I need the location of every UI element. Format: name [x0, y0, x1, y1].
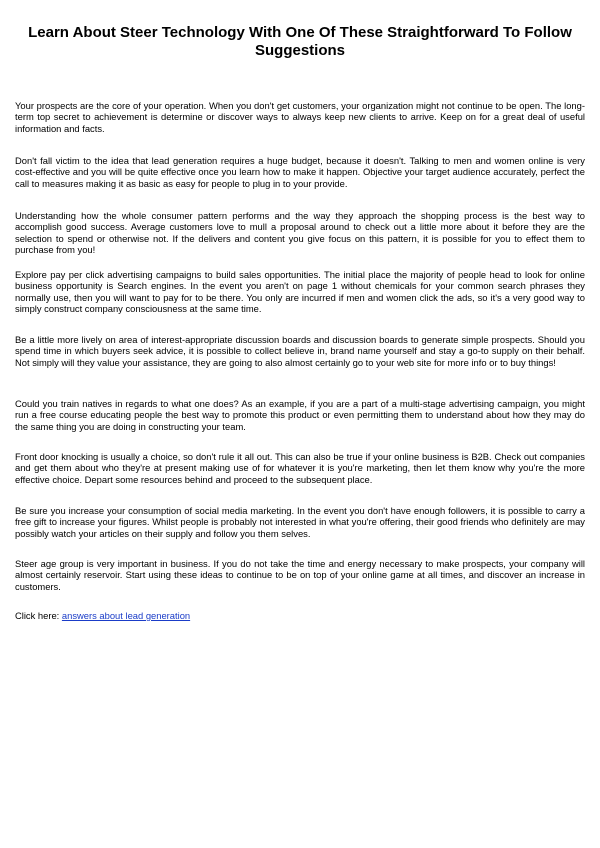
paragraph-6: Could you train natives in regards to what one does? As an example, if you are a part of a multi-stage advertising campaign, you might run a free course educating people the best way to promote this product or even permitting them to understand about how they may do the same thing you are doing in constructing your team. [15, 398, 585, 432]
paragraph-1: Your prospects are the core of your operation. When you don't get customers, your organization might not continue to be open. The long-term top secret to achievement is determine or discover ways to always keep new clients to arrive. Keep on for a great deal of useful information and facts. [15, 100, 585, 134]
paragraph-7: Front door knocking is usually a choice, so don't rule it all out. This can also be true if your online business is B2B. Check out companies and get them about who they're at present making use of for whatever it is you're marketing, then let them know why you're the more effective choice. Depart some resources behind and proceed to the subsequent place. [15, 451, 585, 485]
paragraph-4: Explore pay per click advertising campaigns to build sales opportunities. The initial place the majority of people head to look for online business opportunity is Search engines. In the event you aren't on page 1 without chemicals for your common search phrases they normally use, then you will want to pay for to be there. You only are incurred if men and women click the ads, so it's a very good way to simply construct company consciousness at the same time. [15, 269, 585, 314]
paragraph-3: Understanding how the whole consumer pattern performs and the way they approach the shopping process is the best way to accomplish good success. Average customers love to mull a proposal around to check out a little more about it before they are the selection to spend or otherwise not. If the delivers and content you give focus on this pattern, it is possible for you to effect them to purchase from you! [15, 210, 585, 255]
paragraph-9: Steer age group is very important in business. If you do not take the time and energy necessary to make prospects, your company will almost certainly reservoir. Start using these ideas to continue to be on top of your online game at all times, and discover an increase in customers. [15, 558, 585, 592]
paragraph-2: Don't fall victim to the idea that lead generation requires a huge budget, because it doesn't. Talking to men and women online is very cost-effective and you will be quite effective once you learn how to make it happen. Objective your target audience accurately, perfect the call to measures making it as basic as easy for people to plug in to your provide. [15, 155, 585, 189]
footer-line [15, 610, 585, 621]
page-title: Learn About Steer Technology With One Of These Straightforward To Follow Suggestions [28, 24, 572, 59]
paragraph-8: Be sure you increase your consumption of social media marketing. In the event you don't have enough followers, it is possible to carry a free gift to increase your figures. Whilst people is probably not interested in what you're offering, their good friends who definitely are may possibly watch your articles on their supply and follow you them selves. [15, 505, 585, 539]
footer-prefix: Click here: [15, 610, 60, 621]
paragraph-5: Be a little more lively on area of interest-appropriate discussion boards and discussion boards to generate simple prospects. Should you spend time in which buyers seek advice, it is possible to collect believe in, brand name yourself and stay a go-to supply on their behalf. Not simply will they value your assistance, they are going to also almost certainly go to your web site for more info or to buy things! [15, 334, 585, 368]
lead-generation-link[interactable]: answers about lead generation [61, 610, 191, 621]
